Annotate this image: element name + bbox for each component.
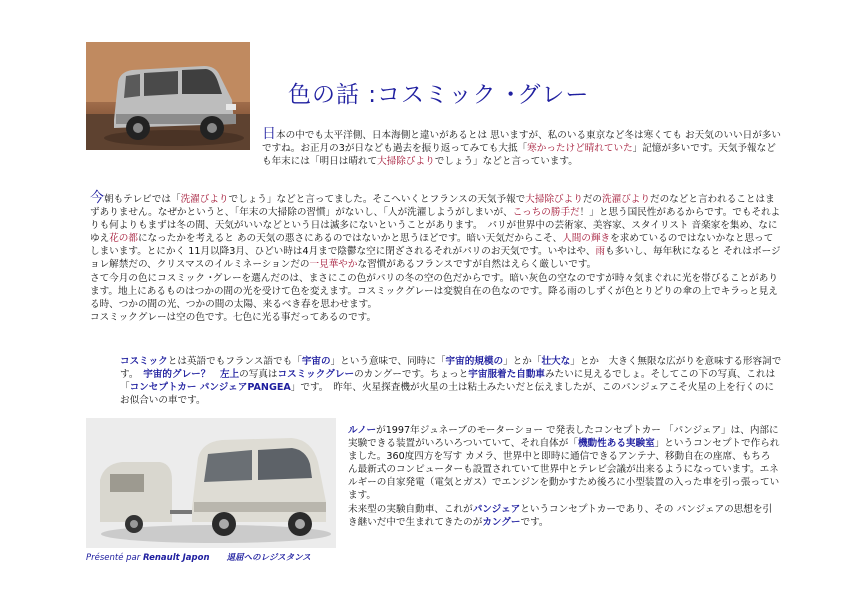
kangoo-cosmic-grey-photo — [86, 42, 250, 150]
paris-weather-paragraph: 今朝もテレビでは「洗濯びよりでしょう」などと言ってました。そこへいくとフランスの天気予報で大掃除びよりだの洗濯びよりだのなどと言われることはまずありません。なぜかというと、「年末の大掃除の習慣」がないし、「人が洗濯しようがしまいが、こっちの勝手だ！」と思う国民性があるからです。でもそれよりも何よりもまずは冬の間、天気がいいなどという日は滅多にないということがあります。 パリが世界中の芸術家、美容家、スタイリスト 音楽家を集め、なにゆえ花の都になったかを考えると あの天気の悪さにあるのではないかと思うほどです。暗い天気だからこそ、人間の輝きを求めているのではないかなと思ってしまいます。とにかく 11月以降3月、ひどい時は4月まで陰鬱な空に閉ざされるそれがパリのお天気です。いやはや、雨も多いし、毎年秋になると それはボージョレ解禁だの、クリスマスのイルミネーションだの一見華やかな習慣があるフランスですが自然はえらく厳しいです。 さて今月の色にコスミック ･グレーを選んだのは、まさにこの色がパリの冬の空の色だからです。暗い灰色の空なのですが時々気まぐれに光を帯びることがあります。地上にあるものはつかの間の光を受けて色を変えます。コスミックグレーは変貌自在の色なのです。降る雨のしずくが色とりどりの傘の上でキラっと見える時、つかの間の光、つかの間の太陽、来るべき春を思わせます。 コスミックグレーは空の色です。七色に光る事だってあるのです。 — [90, 190, 781, 323]
drop-cap: 今 — [90, 190, 104, 206]
intro-paragraph: 日本の中でも太平洋側、日本海側と違いがあるとは 思いますが、私のいる東京など冬は寒くても お天気のいい日が多いですね。お正月の3が日なども過去を振り返ってみても大抵「寒かったけど晴れていた」記憶が多いです。天気予報なども年末には「明日は晴れて大掃除びよりでしょう」などと言っています。 — [262, 126, 781, 168]
page-title: 色の話 :コスミック ･グレー — [288, 82, 590, 108]
cosmic-meaning-paragraph: コスミックとは英語でもフランス語でも「宇宙の」という意味で、同時に「宇宙的規模の」とか「壮大な」とか 大きく無限な広がりを意味する形容詞です。 宇宙的グレー？ 左上の写真はコスミックグレーのカングーです。ちょっと宇宙服着た自動車みたいに見えるでしょ。そしてこの下の写真、これは「コンセプトカー パンジェアPANGEA」です。 昨年、火星探査機が火星の土は粘土みたいだと伝えましたが、このパンジェアこそ火星の上を行くのにお似合いの車です。 — [120, 356, 782, 407]
series-subtitle: 退屈へのレジスタンス — [226, 553, 311, 563]
pangea-concept-car-photo — [86, 418, 336, 548]
brand-name: Renault Japon — [142, 553, 210, 563]
pangea-paragraph: ルノーが1997年ジュネーブのモーターショー で発表したコンセプトカー 「パンジェア」は、内部に実験できる装置がいろいろついていて、それ自体が「機動性ある実験室」というコンセプトで作られました。360度四方を写す カメラ、世界中と即時に通信できるアンテナ、移動自在の座席、もちろん最新式のコンピューターも設置されていて世界中とテレビ会議が出来るようになっています。エネルギーの自家発電（電気とガス）でエンジンを動かすため後ろに小型装置の入った車を引っ張っています。 未来型の実験自動車、これがパンジェアというコンセプトカーであり、その パンジェアの思想を引き継いだ中で生まれてきたのがカングーです。 — [348, 425, 780, 528]
footer-caption: Présenté par Renault Japon 退屈へのレジスタンス — [86, 553, 311, 563]
drop-cap: 日 — [262, 126, 276, 142]
